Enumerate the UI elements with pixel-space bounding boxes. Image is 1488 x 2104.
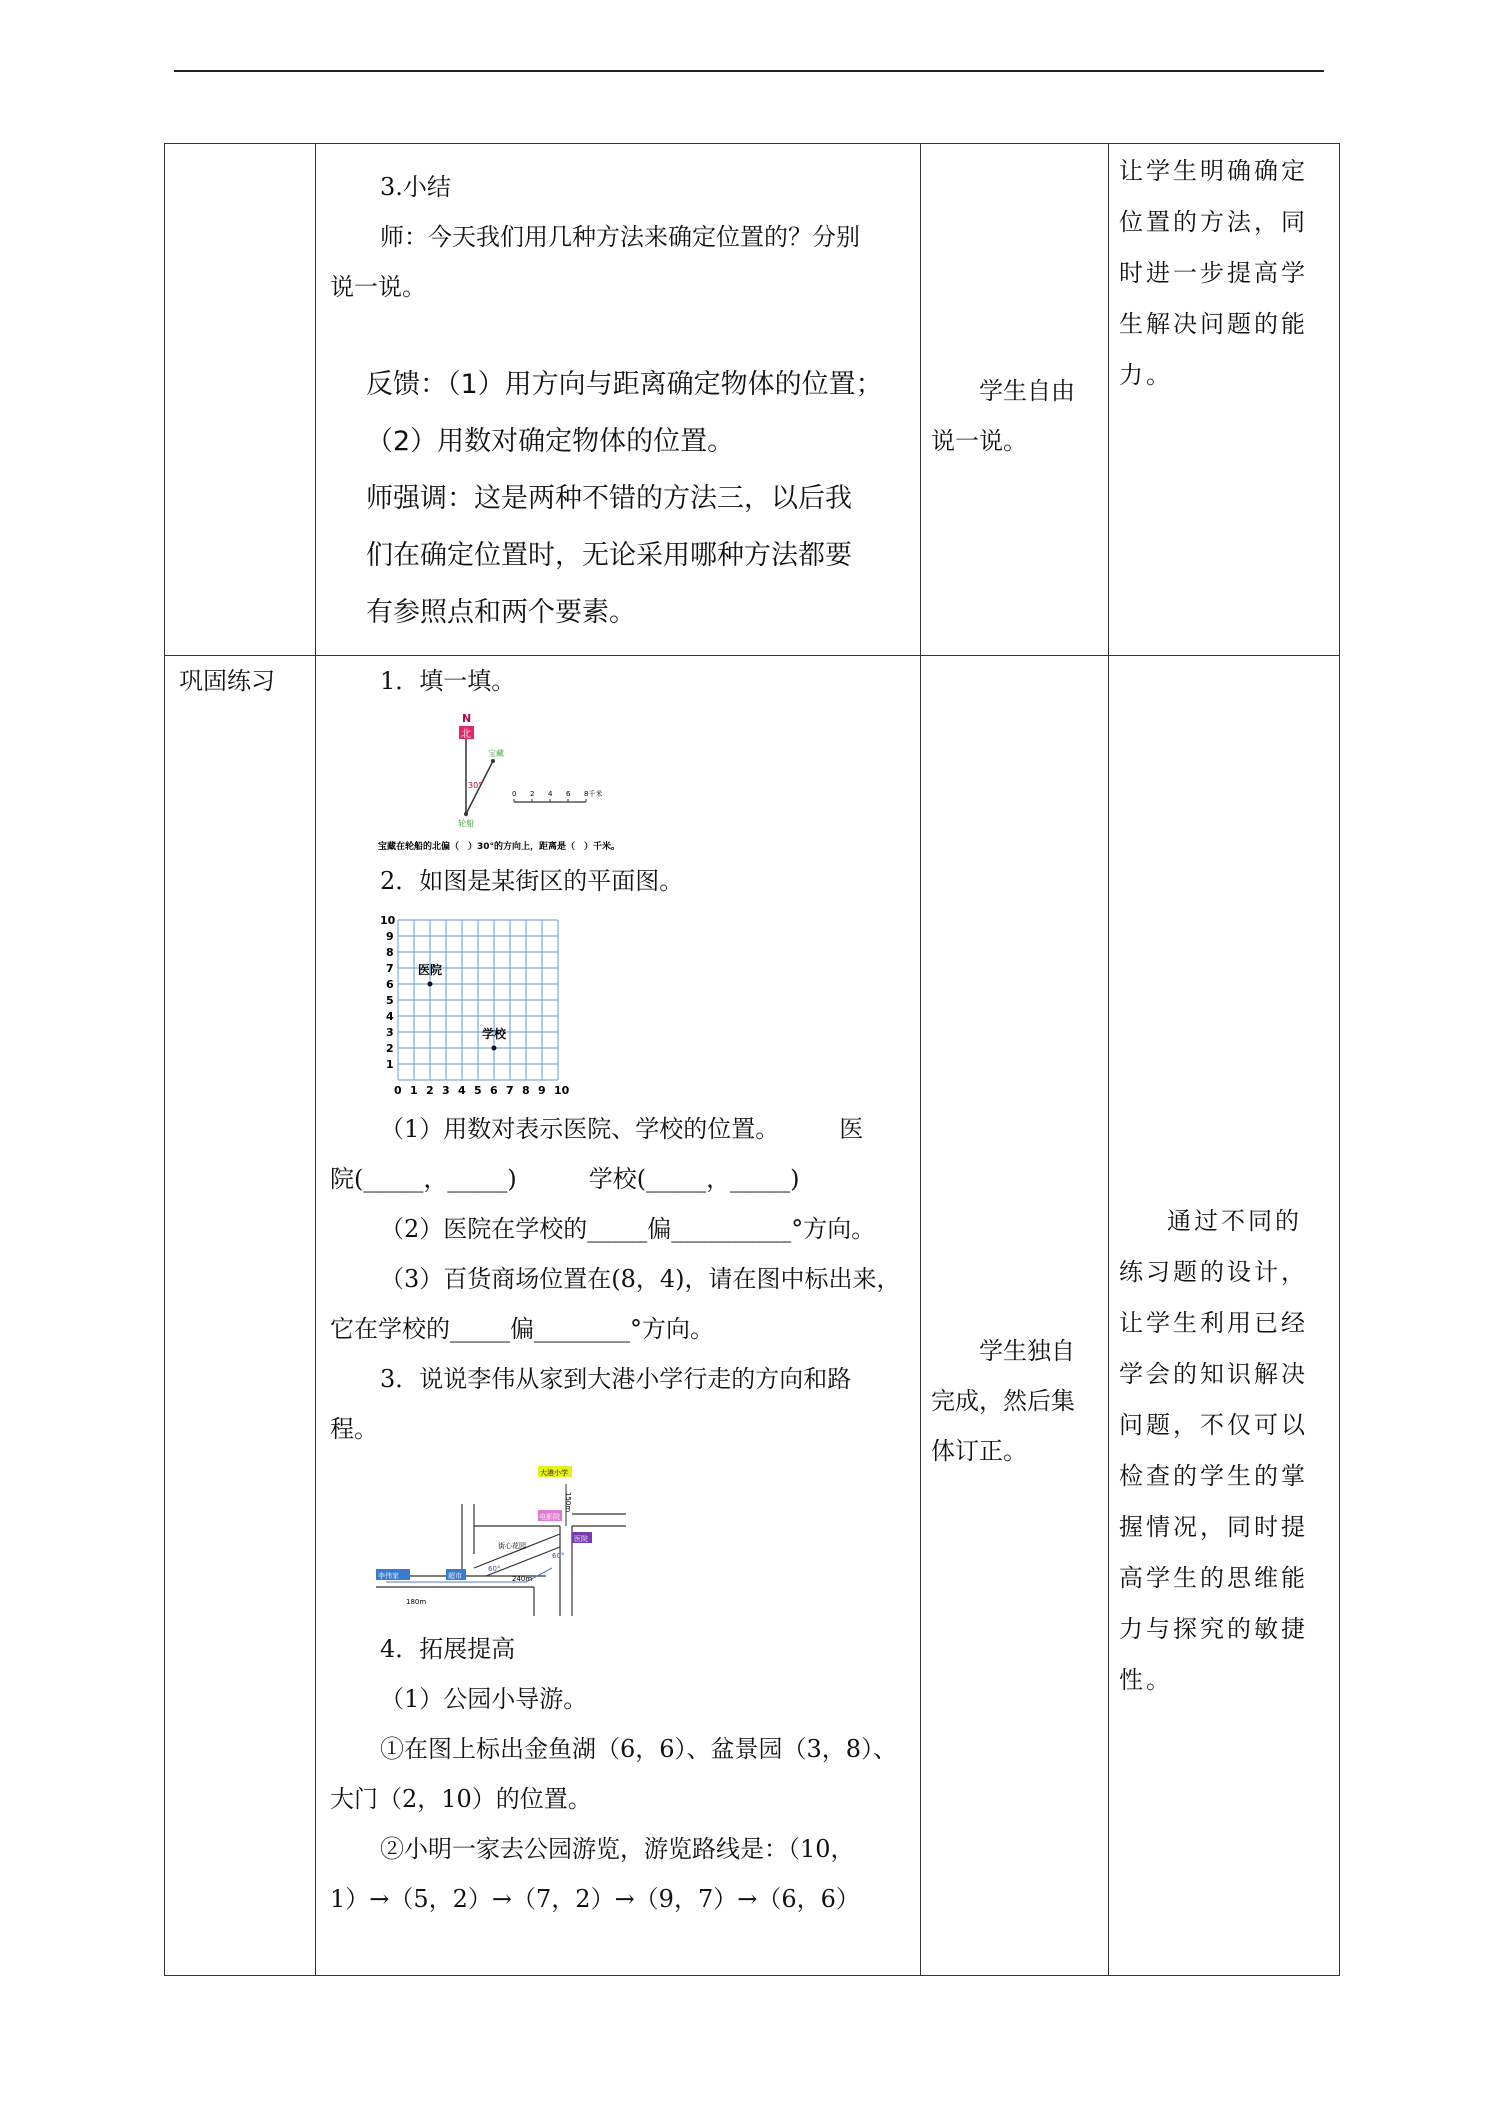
q2-grid-chart xyxy=(316,906,916,1096)
treasure-dot xyxy=(491,759,495,763)
q2-part3: （3）百货商场位置在(8，4)，请在图中标出来， xyxy=(380,1265,901,1293)
y-tick-label: 2 xyxy=(386,1042,394,1055)
x-tick-label: 9 xyxy=(538,1084,546,1096)
q3-title-cont: 程。 xyxy=(330,1415,378,1443)
intent-line: 高学生的思维能 xyxy=(1119,1564,1308,1592)
q2-part1-blanks: 院(_____，_____) 学校(_____，_____) xyxy=(330,1165,800,1193)
angle-a-label: 60° xyxy=(488,1565,501,1573)
scale-tick-label: 0 xyxy=(512,790,517,798)
category-label: 巩固练习 xyxy=(179,667,275,695)
student-activity-line-3: 体订正。 xyxy=(931,1437,1027,1465)
emphasis-line-1: 师强调：这是两种不错的方法三，以后我 xyxy=(366,483,852,514)
park-label: 街心花园 xyxy=(498,1542,526,1550)
summary-student-cell xyxy=(921,144,1109,656)
student-activity-line-2: 说一说。 xyxy=(931,427,1027,455)
q2-part2: （2）医院在学校的_____偏__________°方向。 xyxy=(380,1215,876,1243)
scale-tick-label: 4 xyxy=(548,790,553,798)
practice-content-cell xyxy=(316,656,921,1976)
x-tick-label: 7 xyxy=(506,1084,514,1096)
q1-caption: 宝藏在轮船的北偏（ ）30°的方向上，距离是（ ）千米。 xyxy=(378,842,621,852)
y-tick-label: 9 xyxy=(386,930,394,943)
y-tick-label: 3 xyxy=(386,1026,394,1039)
cinema-label: 电影院 xyxy=(539,1513,560,1521)
angle-b-label: 60° xyxy=(552,1552,565,1560)
intent-line: 握情况，同时提 xyxy=(1119,1513,1308,1541)
intent-line: 问题，不仅可以 xyxy=(1119,1411,1308,1439)
ship-dot xyxy=(464,812,468,816)
q1-title: 1．填一填。 xyxy=(380,667,516,695)
q2-title: 2．如图是某街区的平面图。 xyxy=(380,867,684,895)
q4-item1: ①在图上标出金鱼湖（6，6）、盆景园（3，8）、 xyxy=(380,1735,898,1763)
practice-student-cell xyxy=(921,656,1109,1976)
q1-compass-figure xyxy=(316,706,916,856)
q4-item1-cont: 大门（2，10）的位置。 xyxy=(330,1785,592,1813)
summary-heading: 3.小结 xyxy=(380,173,451,201)
y-tick-label: 8 xyxy=(386,946,394,959)
y-tick-label: 6 xyxy=(386,978,394,991)
ship-label: 轮船 xyxy=(458,819,474,828)
grid-ticks xyxy=(380,914,570,1096)
x-tick-label: 1 xyxy=(410,1084,418,1096)
y-tick-label: 5 xyxy=(386,994,394,1007)
category-cell xyxy=(165,656,316,1976)
teacher-question-cont: 说一说。 xyxy=(330,273,426,301)
intent-line: 通过不同的 xyxy=(1167,1207,1302,1235)
intent-line: 生解决问题的能 xyxy=(1119,310,1308,338)
y-tick-label: 10 xyxy=(380,914,396,927)
x-tick-label: 6 xyxy=(490,1084,498,1096)
scale-tick-label: 8千米 xyxy=(584,790,603,798)
grid-point xyxy=(492,1046,497,1051)
lesson-table xyxy=(164,143,1340,1976)
header-rule xyxy=(174,70,1324,72)
x-tick-label: 0 xyxy=(394,1084,402,1096)
feedback-line-1: 反馈：（1）用方向与距离确定物体的位置； xyxy=(366,369,883,400)
category-cell-empty xyxy=(165,144,316,656)
intent-line: 力与探究的敏捷 xyxy=(1119,1615,1308,1643)
x-tick-label: 2 xyxy=(426,1084,434,1096)
intent-line: 学会的知识解决 xyxy=(1119,1360,1308,1388)
q4-item2-cont: 1）→（5，2）→（7，2）→（9，7）→（6，6） xyxy=(330,1885,860,1913)
intent-line: 检查的学生的掌 xyxy=(1119,1462,1308,1490)
north-letter: N xyxy=(462,712,472,725)
summary-row xyxy=(165,144,1340,656)
intent-line: 力。 xyxy=(1119,361,1173,389)
y-tick-label: 1 xyxy=(386,1058,394,1071)
grid-point-label: 学校 xyxy=(482,1027,507,1041)
angle-label: 30° xyxy=(468,781,483,790)
home-label: 李伟家 xyxy=(378,1572,399,1580)
hospital-label: 医院 xyxy=(574,1535,588,1543)
intent-line: 性。 xyxy=(1119,1666,1173,1694)
summary-content-cell xyxy=(316,144,921,656)
summary-intent-cell xyxy=(1109,144,1340,656)
y-tick-label: 7 xyxy=(386,962,394,975)
q4-title: 4．拓展提高 xyxy=(380,1635,516,1663)
emphasis-line-2: 们在确定位置时，无论采用哪种方法都要 xyxy=(366,540,852,571)
q2-part1: （1）用数对表示医院、学校的位置。 医 xyxy=(380,1115,864,1143)
dist-240-label: 240m xyxy=(512,1575,533,1583)
intent-line: 让学生明确确定 xyxy=(1119,157,1308,185)
student-activity-line-2: 完成，然后集 xyxy=(931,1387,1075,1415)
emphasis-line-3: 有参照点和两个要素。 xyxy=(366,597,636,628)
north-box-label: 北 xyxy=(461,729,471,740)
teacher-question: 师：今天我们用几种方法来确定位置的？分别 xyxy=(380,223,860,251)
student-activity-line-1: 学生自由 xyxy=(979,377,1075,405)
x-tick-label: 10 xyxy=(554,1084,570,1096)
q4-sub: （1）公园小导游。 xyxy=(380,1685,588,1713)
intent-line: 时进一步提高学 xyxy=(1119,259,1308,287)
practice-row xyxy=(165,656,1340,1976)
feedback-line-2: （2）用数对确定物体的位置。 xyxy=(366,426,735,457)
scale-tick-label: 2 xyxy=(530,790,535,798)
dist-180-label: 180m xyxy=(406,1598,427,1606)
grid-point xyxy=(428,982,433,987)
road-edge xyxy=(474,1534,560,1568)
dist-150-label: 150m xyxy=(564,1492,572,1513)
grid-point-label: 医院 xyxy=(418,963,443,977)
student-activity-line-1: 学生独自 xyxy=(979,1337,1075,1365)
y-tick-label: 4 xyxy=(386,1010,394,1023)
intent-line: 练习题的设计， xyxy=(1119,1258,1308,1286)
practice-intent-cell xyxy=(1109,656,1340,1976)
school-label: 大港小学 xyxy=(540,1469,568,1477)
q4-item2: ②小明一家去公园游览，游览路线是：（10， xyxy=(380,1835,855,1863)
q2-part3-cont: 它在学校的_____偏________°方向。 xyxy=(330,1315,714,1343)
x-tick-label: 8 xyxy=(522,1084,530,1096)
treasure-label: 宝藏 xyxy=(488,749,504,758)
intent-line: 让学生利用已经 xyxy=(1119,1309,1308,1337)
x-tick-label: 4 xyxy=(458,1084,466,1096)
x-tick-label: 3 xyxy=(442,1084,450,1096)
scale-tick-label: 6 xyxy=(566,790,571,798)
intent-line: 位置的方法，同 xyxy=(1119,208,1308,236)
q3-street-map xyxy=(316,1454,916,1624)
q3-title: 3．说说李伟从家到大港小学行走的方向和路 xyxy=(380,1365,852,1393)
x-tick-label: 5 xyxy=(474,1084,482,1096)
market-label: 超市 xyxy=(448,1572,462,1580)
grid-lines xyxy=(398,920,558,1080)
